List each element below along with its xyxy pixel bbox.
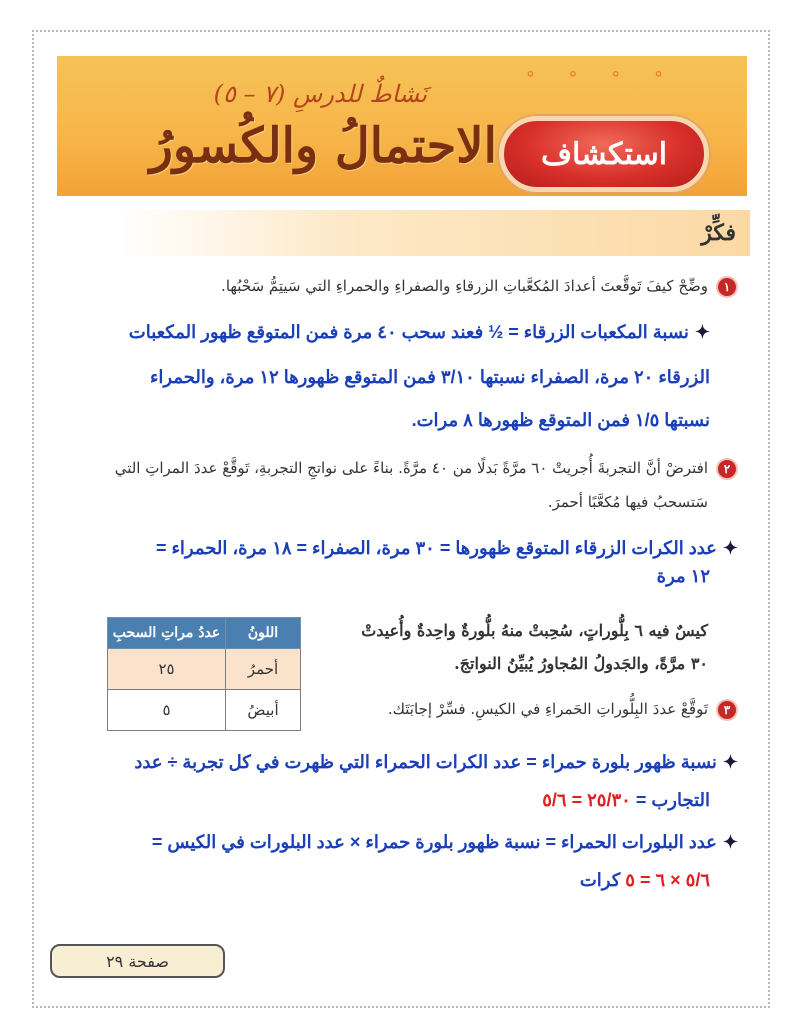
answer-1-line-3: نسبتها ١/٥ فمن المتوقع ظهورها ٨ مرات. (411, 410, 710, 430)
question-3-text: تَوقَّعْ عددَ البِلُّوراتِ الحَمراءِ في الكيسِ. فسِّرْ إجابَتَك. (387, 700, 708, 718)
diamond-bullet-icon: ✦ (694, 322, 710, 342)
question-3-number: ٣ (716, 699, 738, 721)
table-cell-color: أبيضُ (226, 690, 301, 731)
answer-3-line-2-text: التجارب = (635, 790, 710, 810)
answer-2-line-1: ✦عدد الكرات الزرقاء المتوقع ظهورها = ٣٠ مرة، الصفراء = ١٨ مرة، الحمراء = (155, 538, 738, 558)
question-3 (388, 693, 738, 725)
table-cell-count: ٢٥ (108, 649, 226, 690)
answer-1-line-1: ✦نسبة المكعبات الزرقاء = ½ فعند سحب ٤٠ مرة فمن المتوقع ظهور المكعبات (128, 322, 710, 342)
lesson-title: الاحتمالُ والكُسورُ (149, 118, 497, 174)
answer-2-line-2: ١٢ مرة (656, 566, 710, 586)
diamond-bullet-icon: ✦ (722, 752, 738, 772)
decorative-dots: ° ° ° ° (525, 68, 677, 89)
think-heading: فكِّرْ (701, 220, 736, 246)
table-header-color: اللونُ (226, 618, 301, 649)
table-cell-color: أحمرُ (226, 649, 301, 690)
draw-results-table (107, 617, 301, 731)
answer-3-line-4 (580, 860, 710, 900)
question-2-line-2: سَتسحبُ فيها مُكعَّبًا أحمرَ. (547, 493, 708, 511)
answer-3-ratio-math: ٢٥/٣٠ = ٥/٦ (542, 790, 631, 810)
diamond-bullet-icon: ✦ (722, 538, 738, 558)
question-2-number: ٢ (716, 458, 738, 480)
answer-3-product-math: ٥/٦ × ٦ = ٥ (625, 870, 710, 890)
question-1-number: ١ (716, 276, 738, 298)
table-header-count: عددُ مراتِ السحبِ (108, 618, 226, 649)
question-1 (221, 270, 738, 302)
bag-intro-line-2: ٣٠ مرَّةً، والجَدولُ المُجاورُ يُبيِّنُ النواتجَ. (454, 654, 708, 673)
question-2 (115, 452, 738, 484)
question-1-text: وضِّحْ كيفَ تَوقَّعتَ أعدادَ المُكعَّباتِ الزرقاءِ والصفراءِ والحمراءِ التي سَيتِمُّ سَحْبُها. (221, 277, 708, 295)
explore-badge (499, 116, 709, 192)
answer-1-line-2: الزرقاء ٢٠ مرة، الصفراء نسبتها ٣/١٠ فمن المتوقع ظهورها ١٢ مرة، والحمراء (149, 367, 710, 387)
answer-3-line-2 (542, 780, 710, 820)
bag-intro-line-1: كيسٌ فيه ٦ بِلُّوراتٍ، سُحِبتْ منهُ بلُّورةٌ واحِدةٌ وأُعيدتْ (361, 621, 708, 640)
think-section-bar (120, 210, 750, 256)
page-number-box (50, 944, 225, 978)
table-row (108, 690, 301, 731)
page-number: صفحة ٢٩ (106, 951, 169, 971)
explore-badge-label: استكشاف (540, 136, 668, 172)
answer-3-line-4-text: كرات (579, 870, 621, 890)
lesson-banner (57, 56, 747, 196)
question-2-line-1: افترضْ أنَّ التجربةَ أُجريتْ ٦٠ مرَّةً بَدلًا من ٤٠ مرَّةً. بناءً على نواتجِ التجربةِ، تَوقَّعْ عددَ المراتِ التي (114, 459, 708, 477)
table-cell-count: ٥ (108, 690, 226, 731)
diamond-bullet-icon: ✦ (722, 832, 738, 852)
table-row (108, 649, 301, 690)
answer-3-line-1: ✦نسبة ظهور بلورة حمراء = عدد الكرات الحمراء التي ظهرت في كل تجربة ÷ عدد (134, 752, 738, 772)
table-header-row (108, 618, 301, 649)
lesson-subtitle: نَشاطٌ للدرسِ (٧ – ٥) (213, 80, 427, 108)
answer-3-line-3: ✦عدد البلورات الحمراء = نسبة ظهور بلورة حمراء × عدد البلورات في الكيس = (151, 832, 738, 852)
